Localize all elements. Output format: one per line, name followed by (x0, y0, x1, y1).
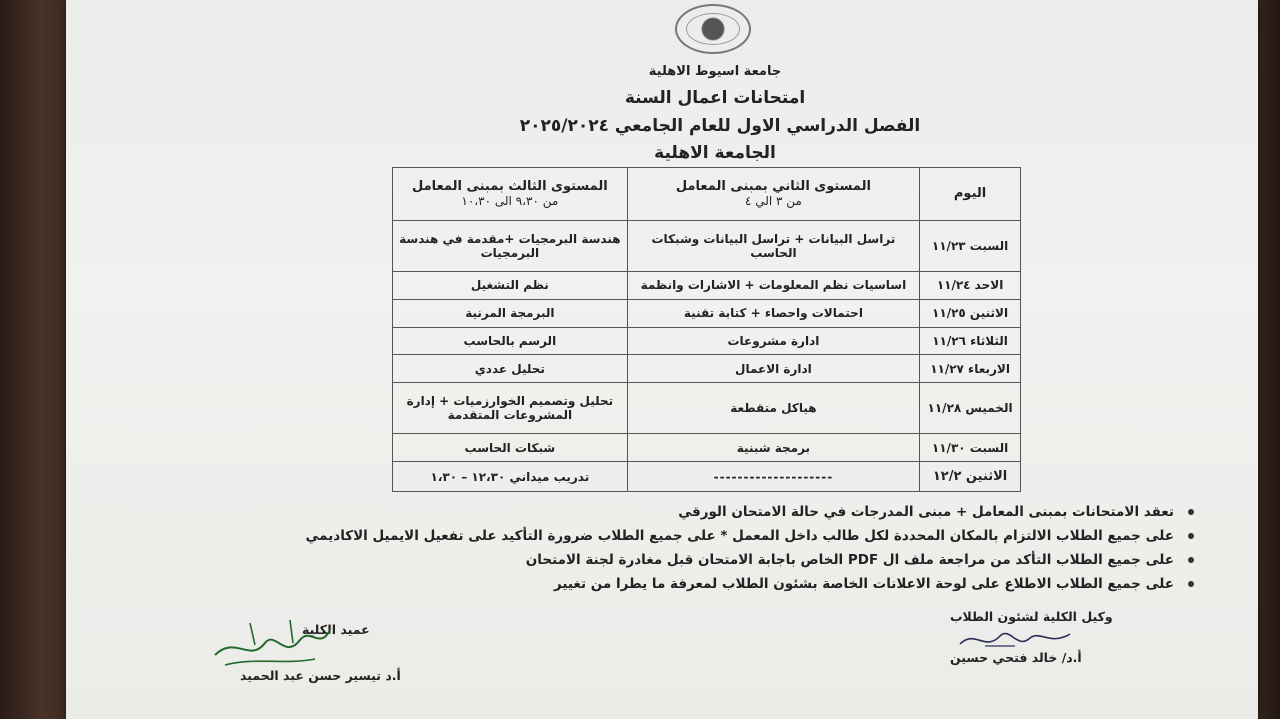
bullet-icon (1188, 509, 1194, 515)
cell-day: الاربعاء ١١/٢٧ (920, 355, 1021, 383)
cell-level3: تدريب ميداني ١٢،٣٠ – ١،٣٠ (393, 462, 628, 492)
cell-day: الاحد ١١/٢٤ (920, 271, 1021, 299)
note-text: على جميع الطلاب الالتزام بالمكان المحددة لكل طالب داخل المعمل * على جميع الطلاب ضرورة التأكيد على تفعيل الايميل الاكاديمي (305, 528, 1174, 544)
note-text: تعقد الامتحانات بمبنى المعامل + مبنى المدرجات في حالة الامتحان الورقي (678, 504, 1174, 520)
header-level2 (627, 168, 919, 221)
vice-dean-title: وكيل الكلية لشئون الطلاب (950, 609, 1113, 624)
exam-title: امتحانات اعمال السنة (624, 88, 806, 108)
cell-level3: شبكات الحاسب (393, 434, 628, 462)
cell-level2: برمجة شبنية (627, 434, 919, 462)
cell-day: السبت ١١/٢٣ (920, 220, 1021, 271)
header-level2-label: المستوى الثاني بمبنى المعامل (675, 179, 871, 195)
list-item (480, 575, 1196, 599)
cell-day: الثلاثاء ١١/٢٦ (920, 327, 1021, 355)
cell-level3: تحليل عددي (393, 355, 628, 383)
note-text: على جميع الطلاب الاطلاع على لوحة الاعلانات الخاصة بشئون الطلاب لمعرفة ما يطرا من تغيير (553, 576, 1174, 592)
cell-day: الاثنين ١١/٢٥ (920, 299, 1021, 327)
header-level3 (393, 168, 628, 221)
header-level3-time: من ٩،٣٠ الى ١٠،٣٠ (461, 194, 559, 209)
cell-level2: تراسل البيانات + تراسل البيانات وشبكات الحاسب (627, 220, 919, 271)
cell-level3: البرمجة المرنية (393, 299, 628, 327)
university-name: جامعة اسيوط الاهلية (648, 64, 782, 79)
exam-schedule-table (392, 167, 1021, 492)
institution-title: الجامعة الاهلية (654, 143, 776, 163)
table-row (393, 355, 1021, 383)
cell-level2: هياكل متقطعة (627, 383, 919, 434)
desk-background-left (0, 0, 70, 719)
cell-level2: اساسيات نظم المعلومات + الاشارات وانظمة (627, 271, 919, 299)
cell-level3: هندسة البرمجيات +مقدمة في هندسة البرمجيات (393, 220, 628, 271)
bullet-icon (1188, 581, 1194, 587)
cell-level2: ادارة الاعمال (627, 355, 919, 383)
header-level3-label: المستوى الثالث بمبنى المعامل (412, 179, 608, 195)
university-logo (675, 4, 751, 54)
list-item (480, 551, 1196, 575)
table-row (393, 383, 1021, 434)
notes-list (305, 503, 1196, 599)
vice-dean-name: أ.د/ خالد فتحي حسين (950, 650, 1082, 665)
list-item (480, 503, 1196, 527)
cell-level2: -------------------- (627, 462, 919, 492)
cell-level2: احتمالات واحصاء + كتابة تقنية (627, 299, 919, 327)
note-text: على جميع الطلاب التأكد من مراجعة ملف ال PDF الخاص باجابة الامتحان قبل مغادرة لجنة الامتحان (525, 552, 1174, 568)
cell-day: الاثنين ١٢/٢ (920, 462, 1021, 492)
bullet-icon (1188, 533, 1194, 539)
table-row (393, 327, 1021, 355)
header-level2-time: من ٣ الي ٤ (744, 194, 802, 209)
cell-level3: تحليل وتصميم الخوارزميات + إدارة المشروعات المتقدمة (393, 383, 628, 434)
dean-signature (205, 615, 335, 670)
table-row (393, 434, 1021, 462)
table-row (393, 271, 1021, 299)
dean-name: أ.د تيسير حسن عبد الحميد (240, 668, 401, 683)
cell-level3: نظم التشغيل (393, 271, 628, 299)
cell-level2: ادارة مشروعات (627, 327, 919, 355)
cell-day: الخميس ١١/٢٨ (920, 383, 1021, 434)
cell-day: السبت ١١/٣٠ (920, 434, 1021, 462)
table-row (393, 299, 1021, 327)
table-row (393, 220, 1021, 271)
table-row (393, 462, 1021, 492)
bullet-icon (1188, 557, 1194, 563)
cell-level3: الرسم بالحاسب (393, 327, 628, 355)
list-item (305, 527, 1196, 551)
header-day: اليوم (920, 168, 1021, 221)
table-header-row (393, 168, 1021, 221)
dean-title: عميد الكلية (302, 622, 370, 637)
semester-title: الفصل الدراسي الاول للعام الجامعي ٢٠٢٥/٢٠٢٤ (519, 116, 921, 136)
